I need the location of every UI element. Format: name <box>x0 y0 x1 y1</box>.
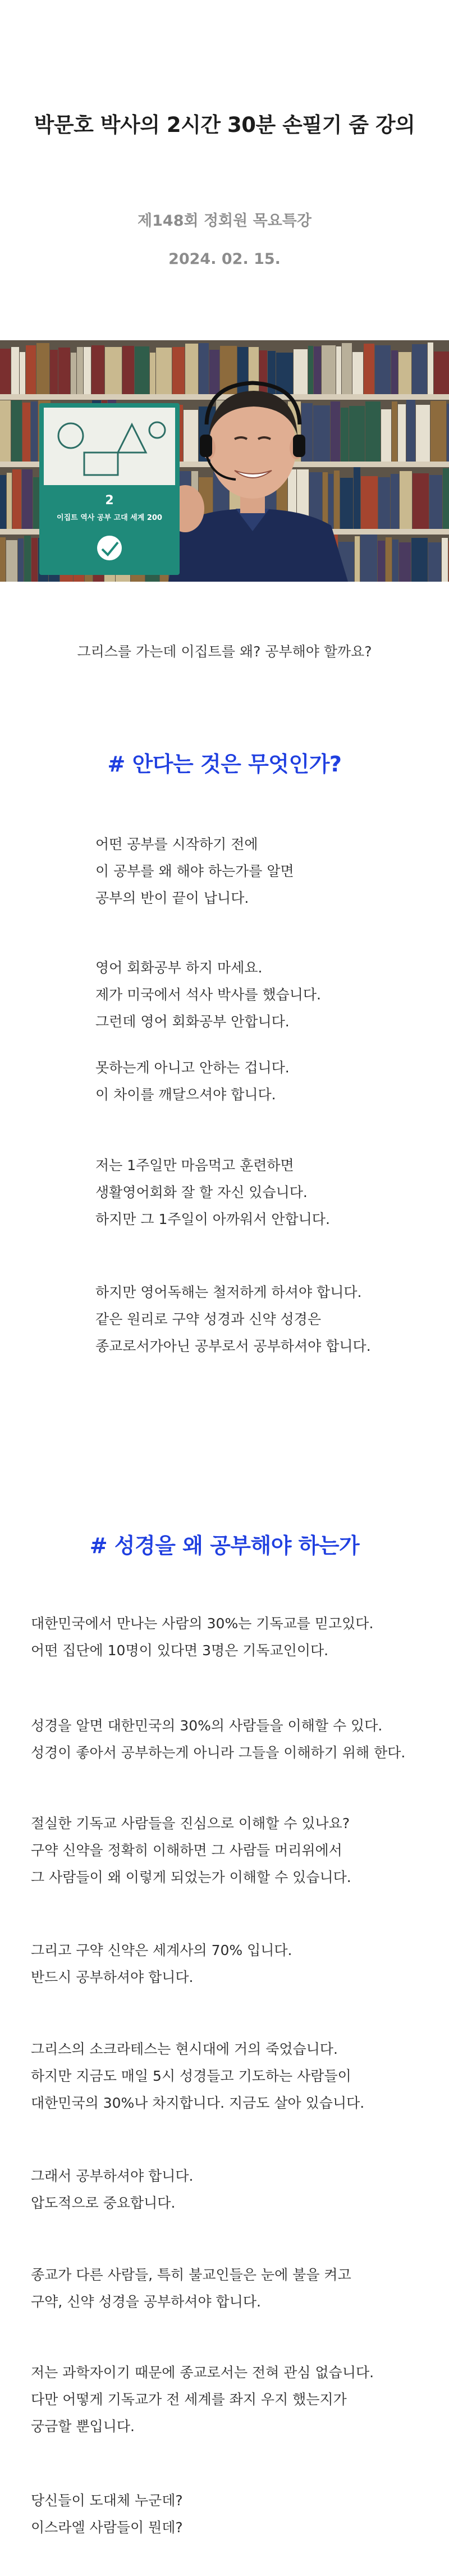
shelf-book <box>31 401 38 462</box>
paragraph-line: 구약 신약을 정확히 이해하면 그 사람들 머리위에서 <box>31 1842 342 1858</box>
section2-heading: # 성경을 왜 공부해야 하는가 <box>89 1533 360 1558</box>
shelf-book <box>18 538 24 582</box>
shelf-book <box>392 401 397 462</box>
shelf-book <box>199 343 209 394</box>
shelf-book <box>364 344 374 394</box>
paragraph-line: 그리고 구약 신약은 세계사의 70% 입니다. <box>31 1942 292 1958</box>
paragraph-line: 어떤 공부를 시작하기 전에 <box>95 836 258 852</box>
shelf-book <box>24 536 31 582</box>
shelf-book <box>447 404 449 462</box>
shelf-book <box>20 352 25 394</box>
shelf-book <box>391 474 399 529</box>
shelf-book <box>11 347 19 394</box>
shelf-book <box>331 401 340 462</box>
book-cover <box>39 403 180 575</box>
shelf-book <box>381 409 391 462</box>
paragraph-line: 하지만 영어독해는 철저하게 하셔야 합니다. <box>95 1284 362 1300</box>
paragraph-line: 구약, 신약 성경을 공부하셔야 합니다. <box>31 2294 261 2310</box>
paragraph-line: 반드시 공부하셔야 합니다. <box>31 1969 194 1985</box>
shelf-book <box>105 347 122 394</box>
paragraph-line: 못하는게 아니고 안하는 겁니다. <box>95 1059 290 1076</box>
shelf-book <box>398 352 411 394</box>
shelf-book <box>336 346 341 394</box>
shelf-book <box>11 400 22 462</box>
section2-paragraph <box>31 2359 374 2440</box>
shelf-book <box>249 347 259 394</box>
shelf-book <box>378 477 390 529</box>
shelf-book <box>352 352 363 394</box>
shelf-book <box>26 345 36 394</box>
shelf-book <box>77 347 83 394</box>
shelf-book <box>322 345 336 394</box>
shelf-book <box>22 469 33 529</box>
book-title-text: 이집트 역사 공부 고대 세계 200 <box>57 514 162 522</box>
shelf-book <box>342 343 352 394</box>
section1-paragraph <box>95 1152 330 1233</box>
shelf-book <box>91 345 104 394</box>
section1-paragraph <box>95 1054 290 1108</box>
shelf-book <box>0 537 6 582</box>
shelf-book <box>308 346 313 394</box>
shelf-book <box>378 541 385 582</box>
shelf-book <box>386 537 392 582</box>
shelf-book <box>185 344 198 394</box>
shelf-book <box>172 347 185 394</box>
section2-paragraph <box>31 2163 194 2217</box>
shelf-book <box>341 408 349 462</box>
shelf-book <box>442 538 448 582</box>
shelf-book <box>354 467 360 529</box>
shelf-book <box>392 540 398 582</box>
photo-caption: 그리스를 가는데 이집트를 왜? 공부해야 할까요? <box>77 643 372 660</box>
shelf-book <box>22 403 30 462</box>
shelf-book <box>398 404 406 462</box>
paragraph-line: 궁금할 뿐입니다. <box>31 2418 135 2435</box>
book-title-number: 2 <box>105 494 114 508</box>
paragraph-line: 성경이 좋아서 공부하는게 아니라 그들을 이해하기 위해 한다. <box>31 1744 406 1761</box>
paragraph-line: 그래서 공부하셔야 합니다. <box>31 2168 194 2184</box>
paragraph-line: 어떤 집단에 10명이 있다면 3명은 기독교인이다. <box>31 1642 329 1659</box>
shelf-book <box>135 346 149 394</box>
shelf-book <box>84 347 91 394</box>
paragraph-line: 대한민국의 30%나 차지합니다. 지금도 살아 있습니다. <box>31 2095 365 2111</box>
lecture-photo <box>0 340 449 582</box>
shelf-book <box>71 353 76 394</box>
section2-paragraph <box>31 1810 351 1891</box>
shelf-book <box>375 345 391 394</box>
paragraph-line: 영어 회화공부 하지 마세요. <box>95 960 263 976</box>
shelf-book <box>237 347 248 394</box>
shelf-book <box>413 473 429 529</box>
shelf-book <box>7 473 12 529</box>
section2-paragraph <box>31 1937 292 1991</box>
shelf-book <box>349 406 365 462</box>
shelf-book <box>328 474 333 529</box>
shelf-book <box>365 401 381 462</box>
paragraph-line: 이 공부를 왜 해야 하는가를 알면 <box>95 863 294 879</box>
paragraph-line: 하지만 그 1주일이 아까워서 안합니다. <box>95 1211 330 1227</box>
shelf-book <box>50 350 58 394</box>
section1-paragraph <box>95 831 294 912</box>
paragraph-line: 종교가 다른 사람들, 특히 불교인들은 눈에 불을 켜고 <box>31 2267 351 2283</box>
shelf-book <box>430 401 446 462</box>
shelf-book <box>411 538 428 582</box>
paragraph-line: 생활영어회화 잘 할 자신 있습니다. <box>95 1184 308 1200</box>
paragraph-line: 같은 원리로 구약 성경과 신약 성경은 <box>95 1311 321 1327</box>
section1-heading: # 안다는 것은 무엇인가? <box>107 752 342 777</box>
shelf-book <box>184 410 198 462</box>
shelf-book <box>443 468 449 529</box>
shelf-book <box>429 475 442 529</box>
shelf-book <box>36 343 49 394</box>
paragraph-line: 성경을 알면 대한민국의 30%의 사람들을 이해할 수 있다. <box>31 1718 383 1734</box>
paragraph-line: 당신들이 도대체 누군데? <box>31 2492 183 2509</box>
shelf-book <box>58 348 70 394</box>
shelf-book <box>0 349 11 394</box>
shelf-book <box>323 472 328 529</box>
paragraph-line: 이 차이를 깨달으셔야 합니다. <box>95 1086 276 1103</box>
paragraph-line: 이스라엘 사람들이 뭔데? <box>31 2519 183 2536</box>
shelf-book <box>31 538 38 582</box>
shelf-book <box>150 353 155 394</box>
paragraph-line: 종교로서가아닌 공부로서 공부하셔야 합니다. <box>95 1338 371 1354</box>
shelf-book <box>406 400 415 462</box>
shelf-book <box>12 469 21 529</box>
shelf-book <box>416 405 430 462</box>
shelf-book <box>313 405 330 462</box>
shelf-book <box>428 342 433 394</box>
section2-paragraph <box>31 2262 351 2315</box>
paragraph-line: 그런데 영어 회화공부 안합니다. <box>95 1013 290 1030</box>
shelf-book <box>434 351 449 394</box>
page-title: 박문호 박사의 2시간 30분 손필기 줌 강의 <box>34 113 415 137</box>
shelf-book <box>340 478 353 529</box>
paragraph-line: 하지만 지금도 매일 5시 성경들고 기도하는 사람들이 <box>31 2068 351 2084</box>
paragraph-line: 저는 1주일만 마음먹고 훈련하면 <box>95 1157 294 1173</box>
shelf-book <box>400 471 412 529</box>
section1-paragraph <box>95 1279 371 1360</box>
paragraph-line: 제가 미국에서 석사 박사를 했습니다. <box>95 986 321 1003</box>
shelf-book <box>122 346 134 394</box>
shelf-book <box>391 350 398 394</box>
shelf-book <box>361 476 378 529</box>
shelf-book <box>355 536 360 582</box>
paragraph-line: 절실한 기독교 사람들을 진심으로 이해할 수 있나요? <box>31 1815 350 1831</box>
shelf-book <box>0 475 6 529</box>
lecture-photo-illustration <box>0 340 449 582</box>
shelf-book <box>412 344 427 394</box>
shelf-book <box>360 535 377 582</box>
shelf-book <box>294 349 308 394</box>
date-label: 2024. 02. 15. <box>168 250 281 268</box>
paragraph-line: 공부의 반이 끝이 납니다. <box>95 890 249 906</box>
paragraph-line: 그 사람들이 왜 이렇게 되었는가 이해할 수 있습니다. <box>31 1869 351 1885</box>
shelf-book <box>209 350 219 394</box>
shelf-book <box>399 542 411 582</box>
session-label: 제148회 정회원 목요특강 <box>138 212 311 230</box>
shelf-book <box>0 400 11 462</box>
shelf-book <box>259 350 267 394</box>
paragraph-line: 저는 과학자이기 때문에 종교로서는 전혀 관심 없습니다. <box>31 2364 374 2381</box>
paragraph-line: 대한민국에서 만나는 사람의 30%는 기독교를 믿고있다. <box>31 1615 374 1632</box>
shelf-book <box>334 471 340 529</box>
section2-paragraph <box>31 1712 405 1766</box>
paragraph-line: 다만 어떻게 기독교가 전 세계를 좌지 우지 했는지가 <box>31 2391 347 2408</box>
section1-paragraph <box>95 954 321 1035</box>
paragraph-line: 그리스의 소크라테스는 현시대에 거의 죽었습니다. <box>31 2041 338 2057</box>
section2-paragraph <box>31 1610 373 1664</box>
section2-paragraph <box>31 2036 364 2117</box>
shelf-book <box>314 346 321 394</box>
paragraph-line: 압도적으로 중요합니다. <box>31 2195 176 2211</box>
section2-paragraph <box>31 2487 183 2541</box>
shelf-book <box>156 348 172 394</box>
shelf-book <box>428 542 441 582</box>
shelf-book <box>6 540 17 582</box>
